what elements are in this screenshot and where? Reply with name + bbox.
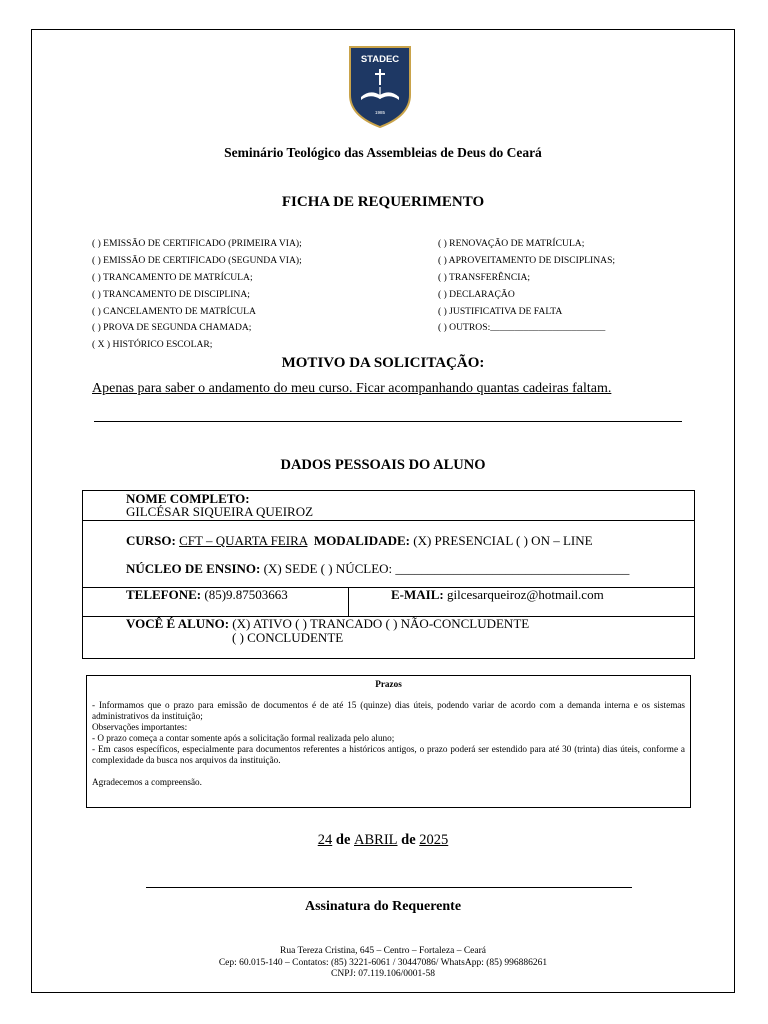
date-sep: de [332,832,354,848]
option-left[interactable]: ( ) TRANCAMENTO DE DISCIPLINA; [92,289,250,300]
email-cell [391,587,604,603]
footer [31,946,735,981]
reason-blank-line [94,421,682,422]
option-left[interactable]: ( ) EMISSÃO DE CERTIFICADO (SEGUNDA VIA); [92,255,302,266]
name-label: NOME COMPLETO: [126,491,250,506]
option-right[interactable]: ( ) DECLARAÇÃO [438,289,515,300]
footer-cnpj: CNPJ: 07.119.106/0001-58 [331,969,435,979]
institution-name: Seminário Teológico das Assembleias de Deus do Ceará [224,145,542,160]
student-data-table [82,490,695,659]
option-left[interactable]: ( X ) HISTÓRICO ESCOLAR; [92,339,213,350]
nucleus-label: NÚCLEO DE ENSINO: [126,561,261,576]
table-divider [83,520,694,521]
status-label: VOCÊ É ALUNO: [126,616,230,631]
deadlines-line: - Em casos específicos, especialmente para documentos referentes a históricos antigos, o prazo poderá ser estendido para até 30 (trinta) dias úteis, conforme a complexidade da busca nos arquivos da instituição. [92,744,685,765]
reason-title: MOTIVO DA SOLICITAÇÃO: [281,355,485,371]
nucleus-value: (X) SEDE ( ) NÚCLEO: ____________________________________ [263,561,630,576]
stadec-logo [348,45,412,129]
footer-address: Rua Tereza Cristina, 645 – Centro – Fortaleza – Ceará [280,946,486,956]
option-right[interactable]: ( ) APROVEITAMENTO DE DISCIPLINAS; [438,255,616,266]
footer-contacts: Cep: 60.015-140 – Contatos: (85) 3221-6061 / 30447086/ WhatsApp: (85) 996886261 [218,957,548,968]
date-month: ABRIL [354,832,398,848]
email-value: gilcesarqueiroz@hotmail.com [446,587,604,602]
status-value-concludente: ( ) CONCLUDENTE [232,630,344,645]
deadlines-title: Prazos [375,679,402,689]
option-left[interactable]: ( ) PROVA DE SEGUNDA CHAMADA; [92,322,252,333]
course-value: CFT – QUARTA FEIRA [179,533,308,548]
deadlines-closing: Agradecemos a compreensão. [92,777,202,787]
option-right[interactable]: ( ) RENOVAÇÃO DE MATRÍCULA; [438,238,585,249]
deadlines-line: Observações importantes: [92,722,188,732]
name-value: GILCÉSAR SIQUEIRA QUEIROZ [126,504,314,519]
status-value: (X) ATIVO ( ) TRANCADO ( ) NÃO-CONCLUDENTE [232,616,530,631]
phone-cell [126,587,288,603]
student-section-title: DADOS PESSOAIS DO ALUNO [280,457,486,473]
logo-year: 1985 [374,110,386,115]
phone-label: TELEFONE: [126,587,202,602]
logo-acronym: STADEC [360,54,400,65]
course-label: CURSO: [126,533,176,548]
option-right[interactable]: ( ) OUTROS:________________________ [438,322,606,333]
modality-label: MODALIDADE: [313,533,410,548]
phone-value: (85)9.87503663 [204,587,288,602]
table-divider-vertical [348,587,349,616]
reason-text: Apenas para saber o andamento do meu curso. Ficar acompanhando quantas cadeiras faltam. [92,381,612,396]
signature-label: Assinatura do Requerente [304,899,462,914]
option-left[interactable]: ( ) EMISSÃO DE CERTIFICADO (PRIMEIRA VIA); [92,238,302,249]
form-title: FICHA DE REQUERIMENTO [281,194,485,210]
option-left[interactable]: ( ) CANCELAMENTO DE MATRÍCULA [92,306,256,317]
email-label: E-MAIL: [391,587,444,602]
signature-line [146,887,632,888]
date-year: 2025 [419,832,449,848]
option-left[interactable]: ( ) TRANCAMENTO DE MATRÍCULA; [92,272,253,283]
option-right[interactable]: ( ) TRANSFERÊNCIA; [438,272,531,283]
deadlines-line: - O prazo começa a contar somente após a solicitação formal realizada pelo aluno; [92,733,395,743]
date-sep: de [397,832,420,848]
date-day: 24 [317,832,333,848]
deadlines-line: - Informamos que o prazo para emissão de documentos é de até 15 (quinze) dias úteis, podendo variar de acordo com a demanda interna e os sistemas administrativos da instituição; [92,700,685,721]
modality-value: (X) PRESENCIAL ( ) ON – LINE [413,533,593,548]
request-date [31,832,735,849]
course-row [126,533,593,549]
deadlines-box [86,675,691,808]
nucleus-row [126,561,629,577]
option-right[interactable]: ( ) JUSTIFICATIVA DE FALTA [438,306,563,317]
